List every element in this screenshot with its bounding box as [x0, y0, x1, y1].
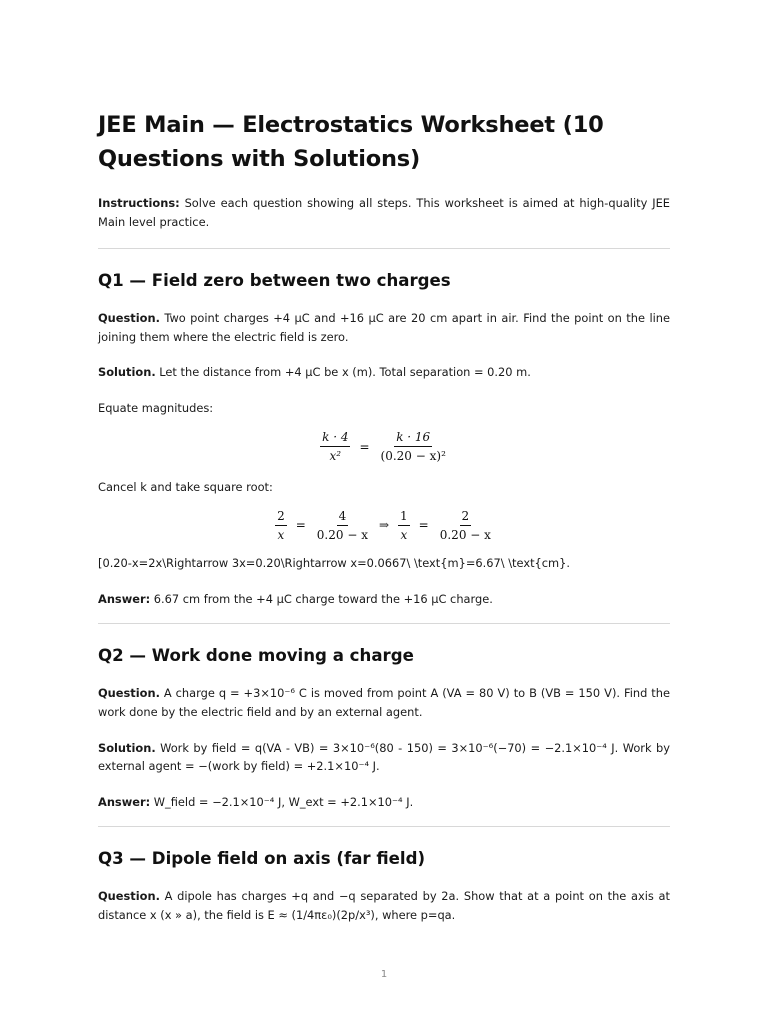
equals-sign: =: [359, 439, 370, 454]
q1-answer-text: 6.67 cm from the +4 μC charge toward the +16 μC charge.: [150, 591, 493, 606]
fraction-numerator: k · 16: [394, 430, 432, 447]
implies-arrow: ⇒: [378, 518, 390, 533]
page-number: 1: [380, 969, 388, 980]
fraction-numerator: 1: [398, 509, 410, 526]
q1-question-text: Two point charges +4 μC and +16 μC are 20 cm apart in air. Find the point on the line joining them where the electric field is zero.: [98, 311, 670, 344]
q2-question: [98, 684, 670, 721]
fraction-denominator: 0.20 − x: [316, 527, 368, 542]
q3-heading: Q3 — Dipole field on axis (far field): [98, 849, 426, 869]
fraction: [438, 509, 493, 542]
q1-question: [98, 309, 670, 346]
q2-answer-text: W_field = −2.1×10⁻⁴ J, W_ext = +2.1×10⁻⁴ J.: [150, 794, 414, 809]
instructions: [98, 194, 670, 231]
q1-raw-latex-line: [0.20-x=2x\Rightarrow 3x=0.20\Rightarrow x=0.0667\ \text{m}=6.67\ \text{cm}.: [98, 556, 571, 571]
fraction-numerator: 2: [460, 509, 472, 526]
q2-answer-label: Answer:: [98, 794, 151, 809]
q1-equation-1: [98, 424, 670, 470]
fraction: [398, 509, 410, 542]
q1-equation-2: [98, 502, 670, 548]
instructions-label: Instructions:: [98, 196, 180, 210]
fraction-numerator: 4: [337, 509, 349, 526]
fraction: [275, 509, 287, 542]
fraction: [315, 509, 370, 542]
q3-question: [98, 887, 670, 924]
q1-heading: Q1 — Field zero between two charges: [98, 271, 451, 291]
q1-solution-label: Solution.: [98, 365, 156, 380]
q3-question-label: Question.: [98, 889, 160, 904]
fraction: [379, 430, 448, 463]
instructions-text: Solve each question showing all steps. This worksheet is aimed at high-quality JEE Main level practice.: [98, 196, 670, 229]
q1-answer: [98, 590, 670, 609]
q2-heading: Q2 — Work done moving a charge: [98, 646, 414, 666]
q1-step2: Cancel k and take square root:: [98, 479, 273, 494]
q2-solution-text: Work by field = q(VA - VB) = 3×10⁻⁶(80 - 150) = 3×10⁻⁶(−70) = −2.1×10⁻⁴ J. Work by external agent = −(work by field) = +2.1×10⁻⁴ J.: [98, 740, 670, 774]
divider: [98, 623, 670, 624]
divider: [98, 248, 670, 249]
q1-question-label: Question.: [98, 311, 160, 326]
worksheet-page: [98, 108, 670, 925]
q2-question-label: Question.: [98, 686, 160, 701]
divider: [98, 826, 670, 827]
fraction-denominator: 0.20 − x: [439, 527, 491, 542]
page-title: JEE Main — Electrostatics Worksheet (10 Questions with Solutions): [98, 112, 604, 172]
equals-sign: =: [418, 518, 429, 533]
q2-answer: [98, 793, 670, 812]
q1-solution: [98, 363, 670, 382]
q2-question-text: A charge q = +3×10⁻⁶ C is moved from point A (VA = 80 V) to B (VB = 150 V). Find the work done by the electric field and by an external agent.: [98, 686, 670, 719]
fraction-numerator: 2: [275, 509, 287, 526]
q3-question-text: A dipole has charges +q and −q separated by 2a. Show that at a point on the axis at distance x (x » a), the field is E ≈ (1/4πε₀)(2p/x³), where p=qa.: [98, 889, 670, 922]
q1-step1: Equate magnitudes:: [98, 400, 214, 415]
q2-solution: [98, 739, 670, 776]
fraction-denominator: x: [400, 527, 408, 542]
q1-answer-label: Answer:: [98, 591, 151, 606]
fraction-numerator: k · 4: [320, 430, 350, 447]
fraction-denominator: x²: [329, 449, 342, 464]
fraction-denominator: x: [277, 527, 285, 542]
fraction: [320, 430, 350, 463]
equals-sign: =: [295, 518, 306, 533]
fraction-denominator: (0.20 − x)²: [380, 449, 446, 464]
q2-solution-label: Solution.: [98, 740, 156, 755]
q1-solution-text: Let the distance from +4 μC be x (m). Total separation = 0.20 m.: [155, 365, 531, 380]
